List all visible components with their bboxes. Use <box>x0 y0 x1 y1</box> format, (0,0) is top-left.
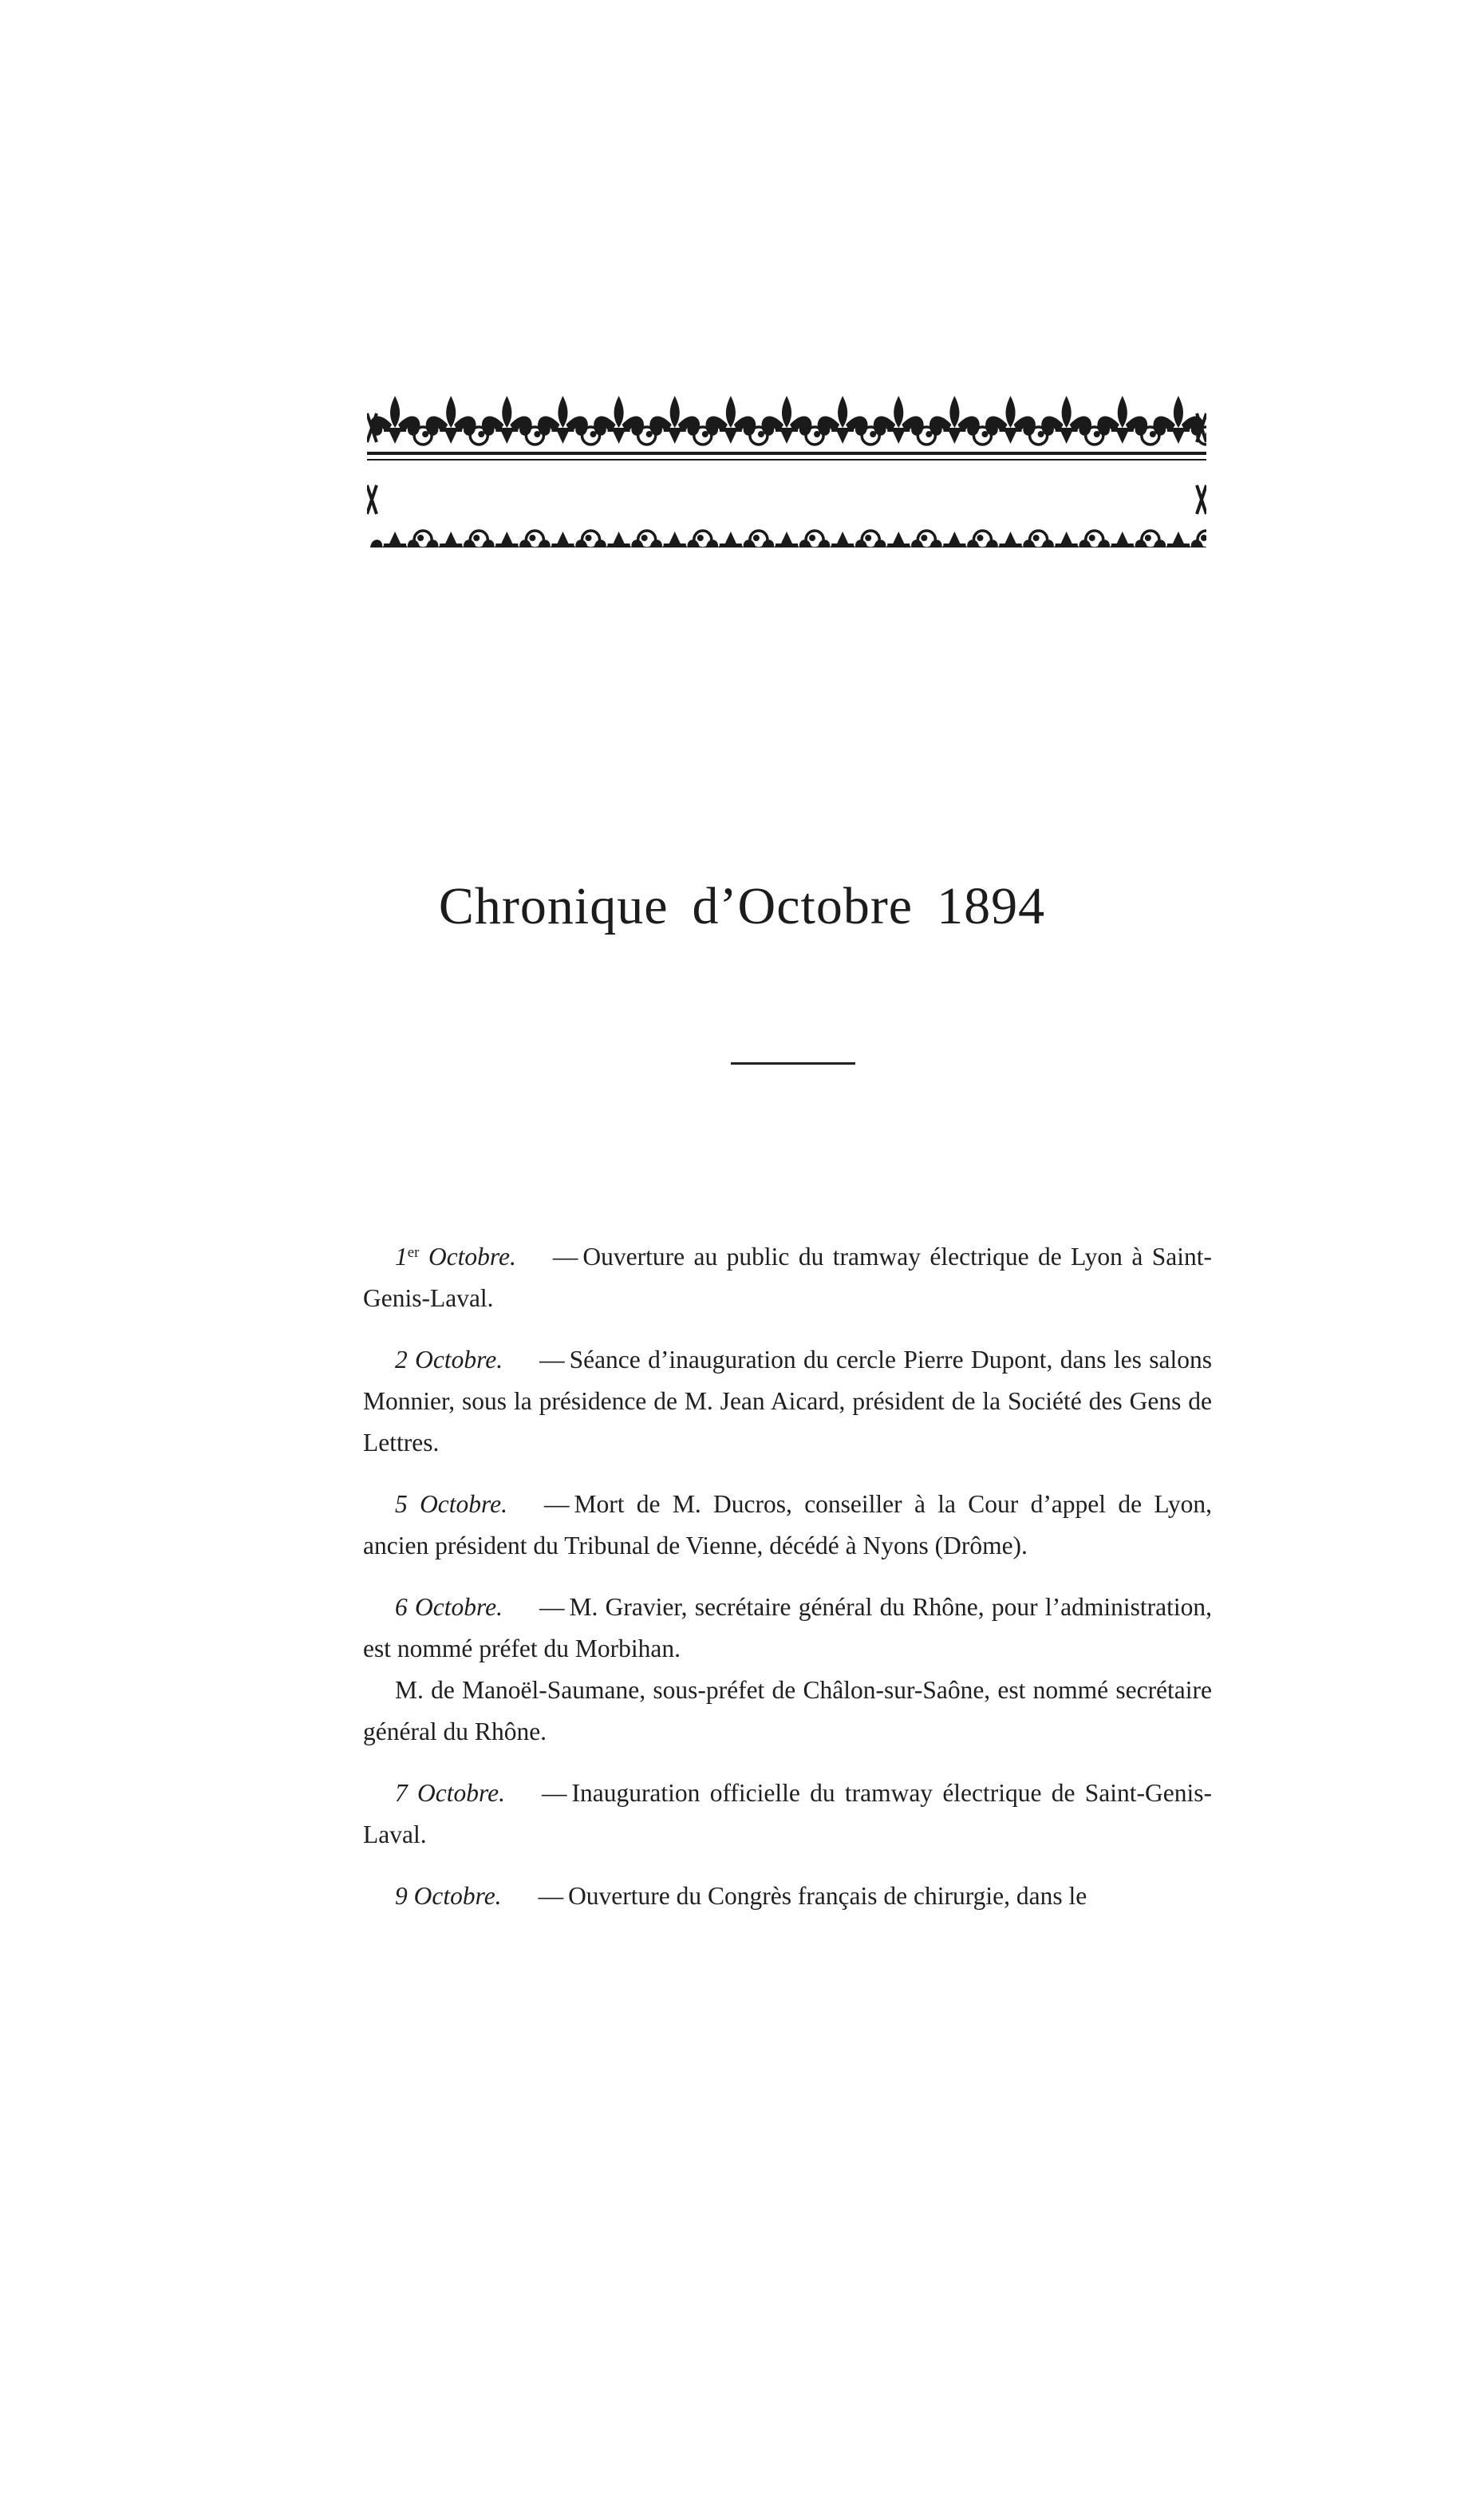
entry-text: Séance d’inauguration du cercle Pierre Dupont, dans les salons Monnier, sous la présidence de M. Jean Aicard, président de la Société des Gens de Lettres. <box>363 1346 1212 1457</box>
entry-date: 2 Octobre. <box>395 1346 503 1374</box>
entry-dash: — <box>538 1882 564 1910</box>
entry-6-octobre <box>363 1587 1212 1670</box>
entry-text: Ouverture au public du tramway électrique de Lyon à Saint-Genis-Laval. <box>363 1243 1212 1312</box>
entry-7-octobre <box>363 1773 1212 1856</box>
entry-date: 6 Octobre. <box>395 1593 503 1621</box>
entry-5-octobre <box>363 1484 1212 1567</box>
title-word-year: 1894 <box>937 877 1046 935</box>
entry-dash: — <box>552 1243 578 1271</box>
fleuron-ornament <box>367 380 1206 547</box>
entry-date: 9 Octobre. <box>395 1882 502 1910</box>
entry-text: Inauguration officielle du tramway électrique de Saint-Genis-Laval. <box>363 1779 1212 1848</box>
entry-2-octobre <box>363 1339 1212 1464</box>
chronicle-body <box>363 1232 1212 1917</box>
ornament-pattern <box>367 396 1206 547</box>
title-rule <box>731 1062 855 1065</box>
entry-date: 5 Octobre. <box>395 1490 507 1518</box>
entry-6-octobre-continuation: M. de Manoël-Saumane, sous-préfet de Châlon-sur-Saône, est nommé secrétaire général du Rhône. <box>363 1676 1212 1745</box>
entry-text: Mort de M. Ducros, conseiller à la Cour d’appel de Lyon, ancien président du Tribunal de Vienne, décédé à Nyons (Drôme). <box>363 1490 1212 1559</box>
title-word-month: d’Octobre <box>692 877 914 935</box>
fleuron-ornament-graphic <box>367 380 1206 547</box>
entry-dash: — <box>539 1593 565 1621</box>
entry-dash: — <box>539 1346 565 1374</box>
entry-dash: — <box>544 1490 570 1518</box>
entry-text: M. Gravier, secrétaire général du Rhône, pour l’administration, est nommé préfet du Morbihan. <box>363 1593 1213 1662</box>
entry-9-octobre <box>363 1876 1212 1917</box>
entry-1-octobre <box>363 1232 1212 1319</box>
entry-date: 1er Octobre. <box>395 1243 516 1271</box>
title-word-chronique: Chronique <box>438 877 669 935</box>
entry-date: 7 Octobre. <box>395 1779 505 1807</box>
entry-text: Ouverture du Congrès français de chirurgie, dans le <box>568 1882 1087 1910</box>
chapter-title <box>0 876 1484 937</box>
entry-dash: — <box>541 1779 567 1807</box>
